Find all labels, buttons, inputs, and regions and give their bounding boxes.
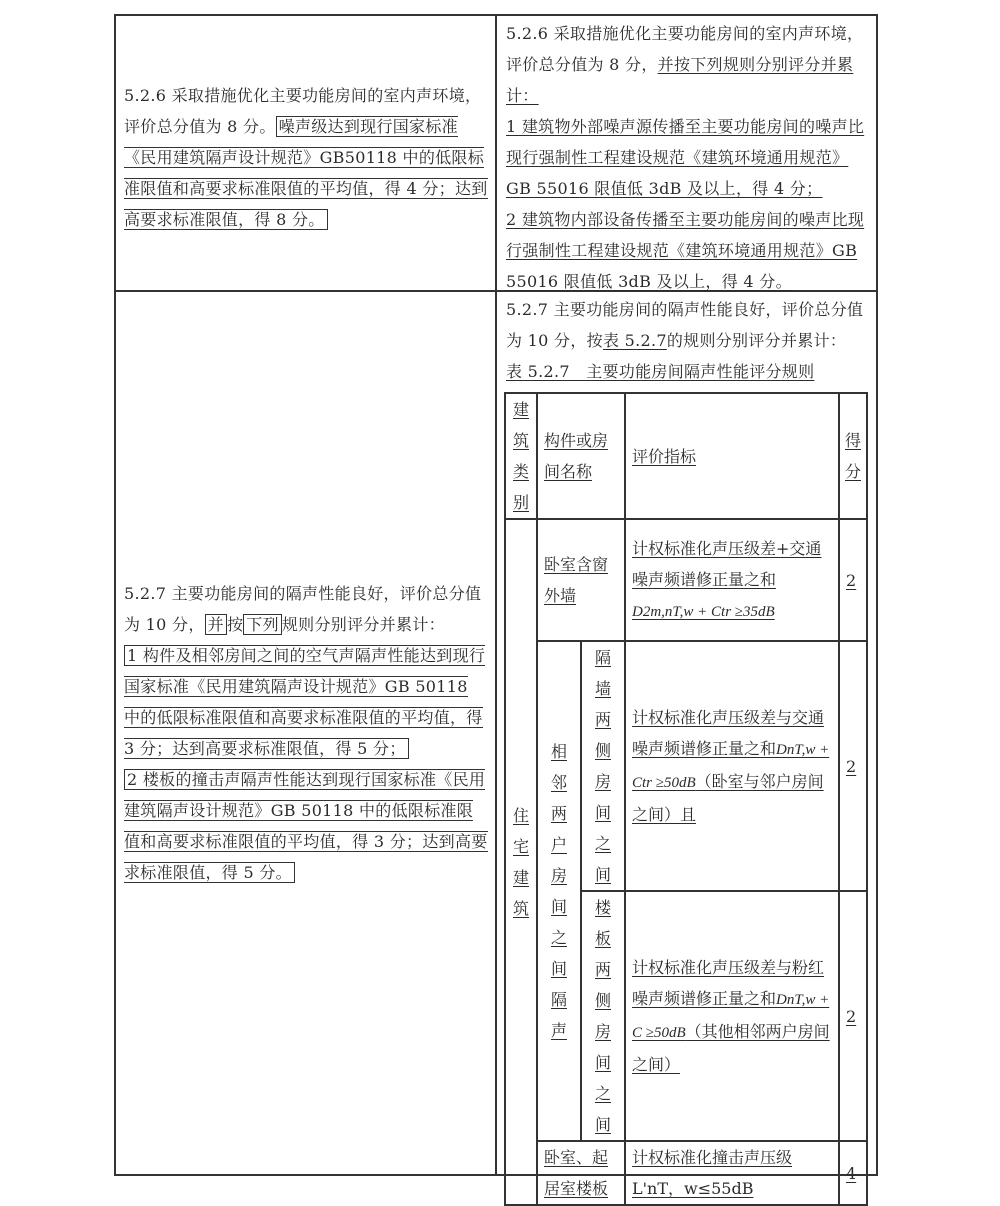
left-527-box-below: 下列 [243,614,282,635]
cell-floor-slab: 楼板两侧房间之间 [581,891,625,1141]
row3-formula: DnT,w + C ≥50dB [632,992,830,1041]
cell-row1-score: 2 [839,519,867,641]
left-526-title: 5.2.6 采取措施优化主要功能房间的室内声环境，评价总分值为 8 分。 [124,86,482,136]
right-526-title-a: 5.2.6 采取措施优化主要功能房间的室内声环境，评价总分值为 8 分， [506,24,864,74]
left-526-boxed-text: 噪声级达到现行国家标准《民用建筑隔声设计规范》GB50118 中的低限标准限值和高要求标准限值的平均值，得 4 分；达到高要求标准限值，得 8 分。 [124,117,488,229]
cell-row4-index: 计权标准化撞击声压级 L'nT，w≤55dB [625,1141,839,1205]
header-building-type: 建筑类别 [505,393,537,519]
right-527-table-ref: 表 5.2.7 [602,331,667,350]
right-526-item1: 1 建筑物外部噪声源传播至主要功能房间的噪声比现行强制性工程建设规范《建筑环境通用规范》GB 55016 限值低 3dB 及以上，得 4 分； [506,117,865,198]
header-score: 得分 [839,393,867,519]
frame-right [876,14,878,1176]
cell-row1-index: 计权标准化声压级差+交通噪声频谱修正量之和 D2m,nT,w + Ctr ≥35dB [625,519,839,641]
right-526-title-b: 并按下列规则分别评分并累计： [506,55,854,105]
table-caption: 表 5.2.7 主要功能房间隔声性能评分规则 [506,362,815,381]
left-527-by: 按 [226,615,244,634]
row1-formula: D2m,nT,w + Ctr ≥35dB [632,603,775,620]
left-clause-526 [124,80,488,235]
cell-adjacent-households: 相邻两户房间之间隔声 [537,641,581,1141]
cell-row3-score: 2 [839,891,867,1141]
scoring-table [504,392,868,1206]
right-527-title-b: 的规则分别评分并累计： [666,331,847,350]
left-527-intro-b: 规则分别评分并累计： [281,615,445,634]
row2-formula: DnT,w + Ctr ≥50dB [632,742,830,791]
left-527-item2: 2 楼板的撞击声隔声性能达到现行国家标准《民用建筑隔声设计规范》GB 50118 中的低限标准限值和高要求标准限值的平均值，得 3 分；达到高要求标准限值，得 5 分。 [124,770,488,882]
column-divider [495,14,497,1176]
cell-row4-score: 4 [839,1141,867,1205]
right-clause-527 [506,294,870,387]
left-527-box-and: 并 [205,614,227,635]
header-index: 评价指标 [625,393,839,519]
cell-bedroom-exterior-wall: 卧室含窗外墙 [537,519,625,641]
right-526-item2: 2 建筑物内部设备传播至主要功能房间的噪声比现行强制性工程建设规范《建筑环境通用规范》GB 55016 限值低 3dB 及以上，得 4 分。 [506,210,865,291]
left-527-intro-a: 5.2.7 主要功能房间的隔声性能良好，评价总分值为 10 分， [124,584,482,634]
cell-row2-score: 2 [839,641,867,891]
cell-residential: 住宅建筑 [505,519,537,1205]
comparison-sheet [114,14,878,1198]
right-527-title-a: 5.2.7 主要功能房间的隔声性能良好，评价总分值为 10 分，按 [506,300,864,350]
left-527-item1: 1 构件及相邻房间之间的空气声隔声性能达到现行国家标准《民用建筑隔声设计规范》GB 50118 中的低限标准限值和高要求标准限值的平均值，得 3 分；达到高要求标准限值，得 5 分； [124,646,486,758]
left-clause-527 [124,578,488,888]
frame-top [114,14,878,16]
header-component: 构件或房间名称 [537,393,625,519]
cell-partition-wall: 隔墙两侧房间之间 [581,641,625,891]
cell-row3-index: 计权标准化声压级差与粉红噪声频谱修正量之和DnT,w + C ≥50dB（其他相邻两户房间之间） [625,891,839,1141]
frame-left [114,14,116,1176]
cell-row2-index: 计权标准化声压级差与交通噪声频谱修正量之和DnT,w + Ctr ≥50dB（卧室与邻户房间之间）且 [625,641,839,891]
cell-bedroom-floor: 卧室、起居室楼板 [537,1141,625,1205]
right-clause-526 [506,18,870,297]
